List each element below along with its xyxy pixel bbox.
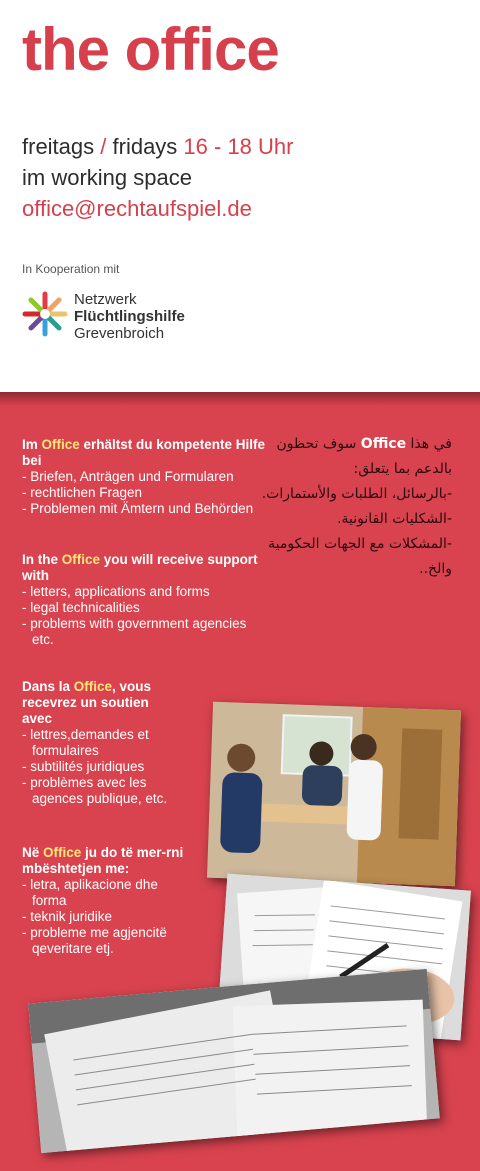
list-item: - legal technicalities bbox=[22, 600, 140, 615]
list-item: - problèmes avec les agences publique, etc. bbox=[22, 775, 168, 806]
list-item: - lettres,demandes et formulaires bbox=[22, 727, 149, 758]
section-heading: In the Office you will receive support with bbox=[22, 552, 258, 583]
header-section bbox=[0, 0, 480, 392]
meeting-illustration bbox=[207, 702, 461, 887]
list-item: - subtilités juridiques bbox=[22, 759, 145, 774]
list-item: - letters, applications and forms bbox=[22, 584, 210, 599]
schedule-line bbox=[22, 131, 293, 162]
schedule-info bbox=[22, 131, 293, 224]
email-link[interactable]: office@rechtaufspiel.de bbox=[22, 196, 252, 221]
day-de: freitags bbox=[22, 134, 101, 159]
section-heading: Im Office erhältst du kompetente Hilfe bei bbox=[22, 437, 266, 468]
section-english bbox=[22, 552, 267, 648]
list-item: -بالرسائل، الطلبات والأستمارات. bbox=[261, 486, 452, 502]
partner-logo bbox=[22, 289, 222, 349]
list-item: - Briefen, Anträgen und Formularen bbox=[22, 469, 234, 484]
logo-line-3: Grevenbroich bbox=[74, 325, 165, 342]
logo-line-2: Flüchtlingshilfe bbox=[74, 308, 185, 325]
list-item: - letra, aplikacione dhe forma bbox=[22, 877, 158, 908]
page-title: the office bbox=[22, 16, 279, 83]
slash: / bbox=[100, 134, 107, 159]
section-albanian bbox=[22, 845, 187, 957]
list-item: - teknik juridike bbox=[22, 909, 113, 924]
wheel-logo-icon bbox=[22, 291, 68, 337]
panel-shadow bbox=[0, 392, 480, 406]
list-item: - rechtlichen Fragen bbox=[22, 485, 143, 500]
list-item: -المشكلات مع الجهات الحكومية والخ.. bbox=[268, 536, 452, 577]
cooperation-label: In Kooperation mit bbox=[22, 262, 120, 276]
section-arabic bbox=[252, 432, 452, 582]
section-german bbox=[22, 437, 282, 517]
section-heading: في هذا Office سوف تحظون بالدعم بما يتعلق: bbox=[276, 436, 452, 477]
time: 16 - 18 Uhr bbox=[183, 134, 294, 159]
list-item: - problems with government agencies etc. bbox=[22, 616, 247, 647]
section-heading: Dans la Office, vous recevrez un soutien avec bbox=[22, 679, 152, 726]
section-french bbox=[22, 679, 182, 807]
office-meeting-photo bbox=[207, 702, 461, 887]
list-item: - Problemen mit Ämtern und Behörden bbox=[22, 501, 254, 516]
section-heading: Në Office ju do të mer-rni mbështetjen me: bbox=[22, 845, 184, 876]
list-item: - probleme me agjencitë qeveritare etj. bbox=[22, 925, 167, 956]
logo-text bbox=[74, 291, 185, 342]
logo-line-1: Netzwerk bbox=[74, 291, 137, 308]
list-item: -الشكليات القانونية. bbox=[337, 511, 452, 527]
location-line: im working space bbox=[22, 165, 192, 190]
day-en: fridays bbox=[106, 134, 184, 159]
